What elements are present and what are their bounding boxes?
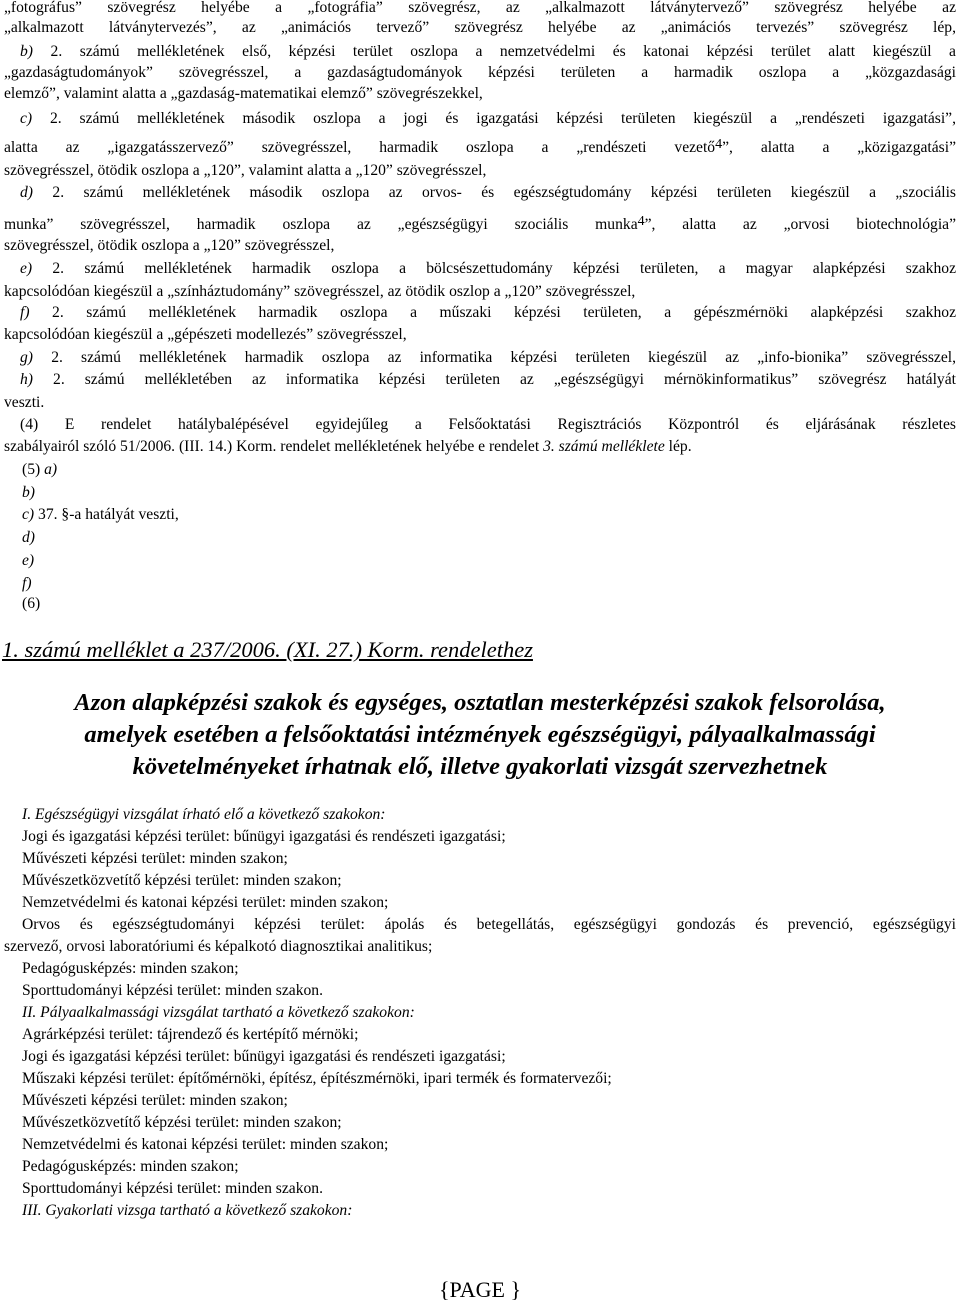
body-text-line: veszti.: [4, 394, 45, 411]
list-item: Nemzetvédelmi és katonai képzési terület: minden szakon;: [22, 1136, 389, 1153]
body-text-line: elemző”, valamint alatta a „gazdaság-matematikai elemző” szövegrészekkel,: [4, 85, 483, 102]
list-item: Jogi és igazgatási képzési terület: bűnügyi igazgatási és rendészeti igazgatási;: [22, 1048, 506, 1065]
list-item: Művészeti képzési terület: minden szakon;: [22, 1092, 288, 1109]
list-item: Agrárképzési terület: tájrendező és kertépítő mérnöki;: [22, 1026, 359, 1043]
body-text-line: „fotográfus” szövegrész helyébe a „fotográfia” szövegrész, az „alkalmazott látványtervező” szövegrész helyébe az: [4, 0, 956, 16]
item-marker: a): [44, 461, 58, 478]
item-marker: c): [20, 110, 33, 127]
item-text: szabályairól szóló 51/2006. (III. 14.) Korm. rendelet mellékletének helyébe e rendelet: [4, 438, 544, 455]
body-text-line: szövegrésszel, ötödik oszlopa a „120”, valamint alatta a „120” szövegrésszel,: [4, 162, 487, 179]
section-heading: I. Egészségügyi vizsgálat írható elő a következő szakokon:: [22, 806, 386, 823]
item-marker: h): [20, 371, 33, 388]
item-text: 2. számú mellékletének harmadik oszlopa az informatika képzési területen kiegészül az „info-bionika” szövegrésszel,: [51, 349, 956, 366]
list-item: [22, 574, 32, 594]
footnote-superscript: 4: [715, 137, 723, 152]
body-text-line: kapcsolódóan kiegészül a „színháztudomány” szövegrésszel, az ötödik oszlop a „120” szövegrésszel,: [4, 283, 636, 300]
item-text: 2. számú mellékletében az informatika képzési területen az „egészségügyi mérnökinformatikus” szövegrész hatályát: [53, 371, 956, 388]
item-marker: b): [20, 43, 33, 60]
body-text-line: [4, 437, 692, 457]
list-item: [22, 460, 57, 480]
item-marker: b): [22, 484, 35, 501]
item-marker: g): [20, 349, 33, 366]
body-text-line: (4) E rendelet hatálybalépésével egyidejűleg a Felsőoktatási Regisztrációs Központról és eljárásának részletes: [20, 416, 956, 433]
item-marker: f): [22, 575, 32, 592]
body-text-line: [20, 109, 956, 129]
item-text: 2. számú mellékletének harmadik oszlopa a műszaki képzési területen, a gépészmérnöki alapképzési szakhoz: [52, 304, 956, 321]
item-text: ”, alatta az „orvosi biotechnológia”: [644, 216, 956, 233]
list-item: Művészetközvetítő képzési terület: minden szakon;: [22, 1114, 342, 1131]
list-item: Pedagógusképzés: minden szakon;: [22, 960, 239, 977]
item-text: lép.: [664, 438, 692, 455]
list-item: (6): [22, 595, 41, 612]
body-text-line: [20, 259, 956, 279]
item-marker: d): [22, 529, 35, 546]
body-text-line: [20, 348, 956, 368]
list-item: Pedagógusképzés: minden szakon;: [22, 1158, 239, 1175]
footnote-superscript: 4: [637, 214, 645, 229]
item-text: 37. §-a hatályát veszti,: [38, 506, 179, 523]
list-item: [22, 505, 179, 525]
body-text-line: kapcsolódóan kiegészül a „gépészeti modellezés” szövegrésszel,: [4, 326, 407, 343]
body-text-line: „gazdaságtudományok” szövegrésszel, a gazdaságtudományok képzési területen a harmadik oszlopa a „közgazdasági: [4, 64, 956, 81]
list-item: [22, 528, 35, 548]
body-text-line: [20, 370, 956, 390]
list-item: Műszaki képzési terület: építőmérnöki, építész, építészmérnöki, ipari termék és formatervezői;: [22, 1070, 612, 1087]
annex-title: 1. számú melléklet a 237/2006. (XI. 27.) Korm. rendelethez: [2, 637, 533, 662]
item-text: 2. számú mellékletének első, képzési terület oszlopa a nemzetvédelmi és katonai képzési terület alatt kiegészül a: [50, 43, 956, 60]
item-text: 2. számú mellékletének harmadik oszlopa a bölcsészettudomány képzési területen, a magyar alapképzési szakhoz: [52, 260, 956, 277]
body-text-line: „alkalmazott látványtervezés”, az „animációs tervező” szövegrész helyébe az „animációs tervezés” szövegrész lép,: [4, 19, 956, 36]
body-text-line: [20, 183, 956, 203]
item-text: 2. számú mellékletének második oszlopa a jogi és igazgatási képzési területen kiegészül a „rendészeti igazgatási”,: [49, 110, 956, 127]
item-marker: c): [22, 506, 35, 523]
main-heading-line: amelyek esetében a felsőoktatási intézmények egészségügyi, pályaalkalmassági: [84, 721, 876, 748]
body-text-line: [20, 303, 956, 323]
item-marker: d): [20, 184, 33, 201]
list-item: [22, 483, 35, 503]
list-item: Sporttudományi képzési terület: minden szakon.: [22, 1180, 323, 1197]
list-item: Művészetközvetítő képzési terület: minden szakon;: [22, 872, 342, 889]
list-item: Jogi és igazgatási képzési terület: bűnügyi igazgatási és rendészeti igazgatási;: [22, 828, 506, 845]
body-text-line: [4, 138, 956, 158]
item-marker: e): [20, 260, 33, 277]
list-item: Sporttudományi képzési terület: minden szakon.: [22, 982, 323, 999]
item-text-italic: 3. számú melléklete: [543, 438, 665, 455]
page-number-field: {PAGE }: [438, 1277, 522, 1302]
body-text-line: [4, 215, 956, 235]
list-item: Orvos és egészségtudományi képzési terület: ápolás és betegellátás, egészségügyi gondozás és prevenció, egészségügyi: [22, 916, 956, 933]
item-text: ”, alatta a „közigazgatási”: [722, 139, 956, 156]
item-text: alatta az „igazgatásszervező” szövegrésszel, harmadik oszlopa a „rendészeti vezető: [4, 139, 716, 156]
body-text-line: [20, 42, 956, 62]
body-text-line: szövegrésszel, ötödik oszlopa a „120” szövegrésszel,: [4, 237, 335, 254]
item-text: (5): [22, 461, 45, 478]
item-marker: e): [22, 552, 35, 569]
section-heading: II. Pályaalkalmassági vizsgálat tartható a következő szakokon:: [22, 1004, 415, 1021]
list-item: [22, 551, 34, 571]
list-item: szervező, orvosi laboratóriumi és képalkotó diagnosztikai analitikus;: [4, 938, 433, 955]
main-heading-line: Azon alapképzési szakok és egységes, osztatlan mesterképzési szakok felsorolása,: [74, 689, 886, 716]
list-item: Nemzetvédelmi és katonai képzési terület: minden szakon;: [22, 894, 389, 911]
item-text: 2. számú mellékletének második oszlopa az orvos- és egészségtudomány képzési területen kiegészül a „szociális: [52, 184, 956, 201]
item-marker: f): [20, 304, 30, 321]
section-heading: III. Gyakorlati vizsga tartható a következő szakokon:: [22, 1202, 353, 1219]
item-text: munka” szövegrésszel, harmadik oszlopa az „egészségügyi szociális munka: [4, 216, 638, 233]
list-item: Művészeti képzési terület: minden szakon;: [22, 850, 288, 867]
main-heading-line: követelményeket írhatnak elő, illetve gyakorlati vizsgát szervezhetnek: [132, 753, 828, 780]
